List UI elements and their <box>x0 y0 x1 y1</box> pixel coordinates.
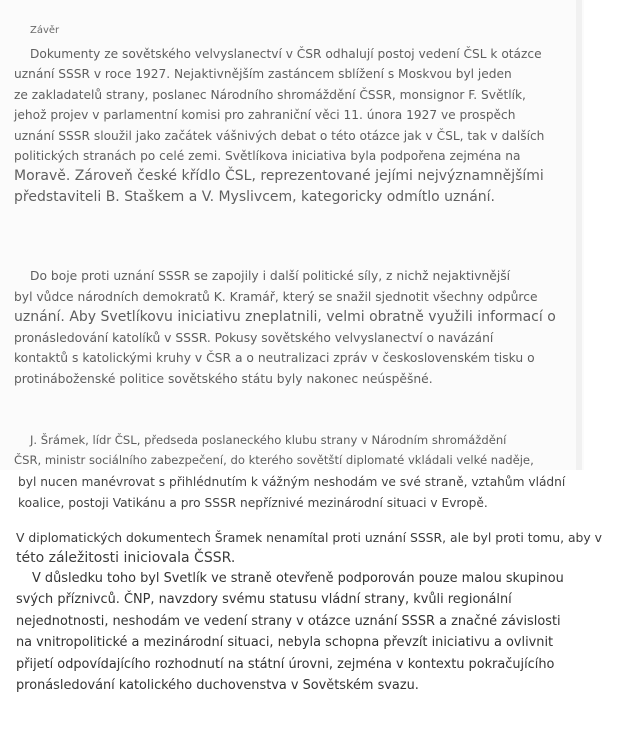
text-line: Dokumenty ze sovětského velvyslanectví v ČSR odhalují postoj vedení ČSL k otázce <box>30 47 542 61</box>
section-heading: Závěr <box>30 25 60 36</box>
text-line: byl vůdce národních demokratů K. Kramář, který se snažil sjednotit všechny odpůrce <box>14 289 538 304</box>
paragraph-4 <box>16 528 603 568</box>
text-line: pronásledování katolíků v SSSR. Pokusy sovětského velvyslanectví o navázání <box>14 330 494 345</box>
text-line: uznání. Aby Svetlíkovu iniciativu zneplatnili, velmi obratně využili informací o <box>14 309 556 326</box>
paragraph-3 <box>14 430 574 470</box>
paragraph-5 <box>16 568 576 696</box>
text-line: J. Šrámek, lídr ČSL, předseda poslaneckého klubu strany v Národním shromáždění <box>30 433 507 447</box>
text-line: ze zakladatelů strany, poslanec Národního shromáždění ČSSR, monsignor F. Světlík, <box>14 87 526 102</box>
paragraph-1 <box>14 44 574 207</box>
text-line: jehož projev v parlamentní komisi pro zahraniční věci 11. února 1927 ve prospěch <box>14 108 516 123</box>
text-line: Moravě. Zároveň české křídlo ČSL, reprezentované jejími nejvýznamnějšími <box>14 168 544 185</box>
text-line: kontaktů s katolickými kruhy v ČSR a o neutralizaci zpráv v československém tisku o <box>14 351 535 366</box>
text-line: přijetí odpovídajícího rozhodnutí na státní úrovni, zejména v kontextu pokračujícího <box>16 656 555 672</box>
text-line: protináboženské politice sovětského státu byly nakonec neúspěšné. <box>14 371 433 386</box>
text-line: na vnitropolitické a mezinárodní situaci, nebyla schopna převzít iniciativu a ovlivnit <box>16 635 554 651</box>
text-line: uznání SSSR v roce 1927. Nejaktivnějším zastáncem sblížení s Moskvou byl jeden <box>14 67 512 82</box>
text-line: koalice, postoji Vatikánu a pro SSSR nepříznivé mezinárodní situaci v Evropě. <box>18 495 488 510</box>
text-line: svých příznivců. ČNP, navzdory svému statusu vládní strany, kvůli regionální <box>16 592 512 608</box>
text-line: politických stranách po celé zemi. Světlíkova iniciativa byla podpořena zejména na <box>14 149 521 164</box>
text-line: uznání SSSR sloužil jako začátek vášnivých debat o této otázce jak v ČSL, tak v dalších <box>14 128 545 143</box>
text-line: nejednotnosti, neshodám ve vedení strany v otázce uznání SSSR a značné závislosti <box>16 613 561 629</box>
text-line: představiteli B. Staškem a V. Myslivcem, kategoricky odmítlo uznání. <box>14 188 495 205</box>
text-line: pronásledování katolického duchovenstva v Sovětském svazu. <box>16 678 419 694</box>
text-line: této záležitosti iniciovala ČSSR. <box>16 550 236 566</box>
text-line: ČSR, ministr sociálního zabezpečení, do kterého sovětští diplomaté vkládali velké naděje, <box>14 453 534 467</box>
text-line: V důsledku toho byl Svetlík ve straně otevřeně podporován pouze malou skupinou <box>32 571 564 586</box>
text-line: V diplomatických dokumentech Šramek nenamítal proti uznání SSSR, ale byl proti tomu, aby v <box>16 530 603 545</box>
text-line: Do boje proti uznání SSSR se zapojily i další politické síly, z nichž nejaktivnější <box>30 269 511 283</box>
scanned-page-edge <box>576 0 582 470</box>
paragraph-2 <box>14 266 574 390</box>
text-line: byl nucen manévrovat s přihlédnutím k vážným neshodám ve své straně, vztahům vládní <box>18 475 566 489</box>
paragraph-3-continued <box>18 472 578 513</box>
